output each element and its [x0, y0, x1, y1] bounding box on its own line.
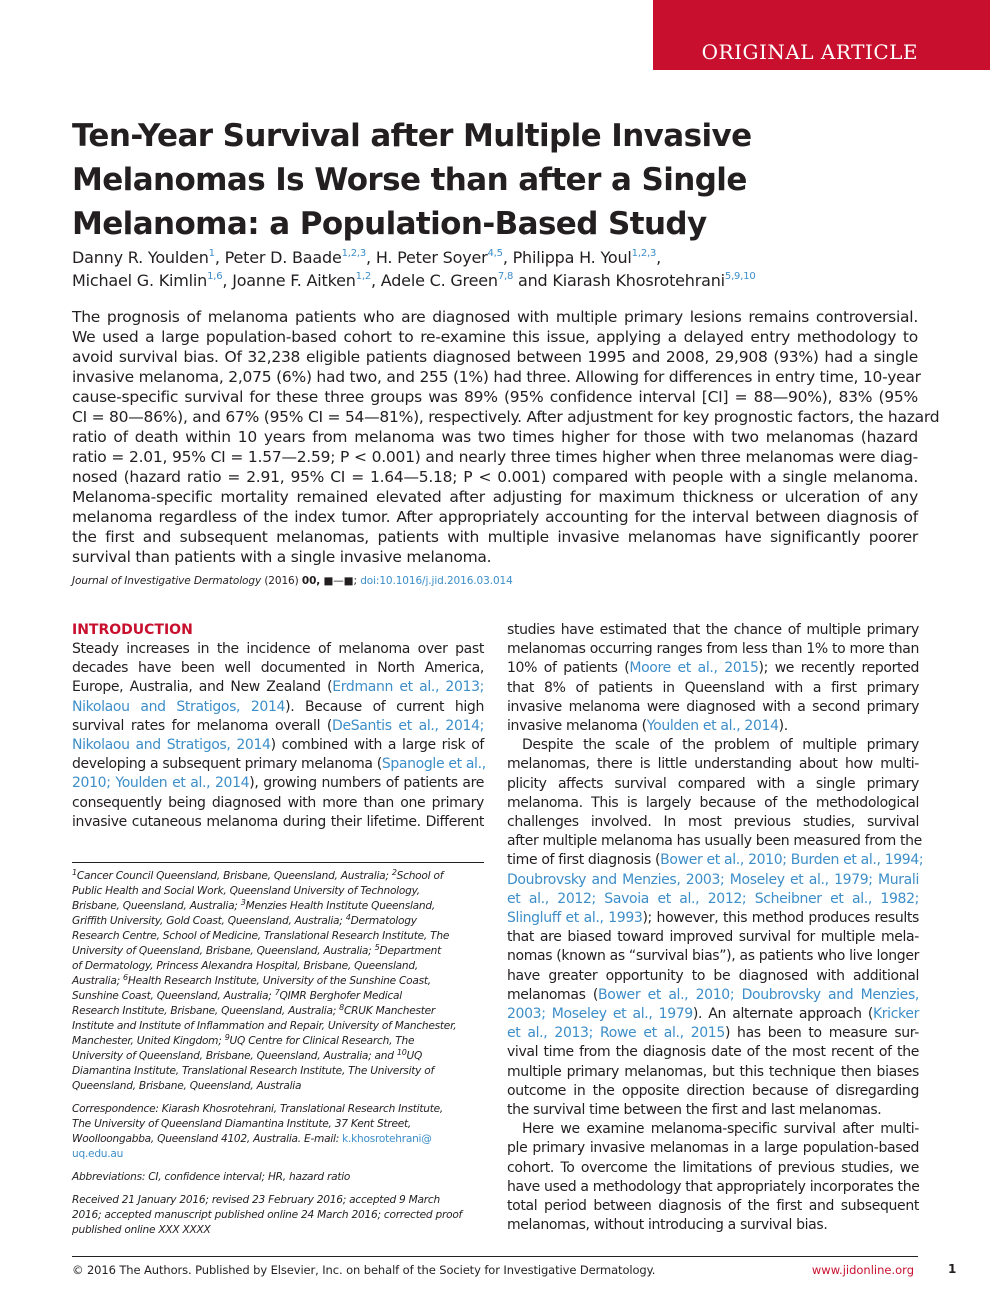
journal-website-link[interactable]: www.jidonline.org	[811, 1263, 914, 1277]
text-run: Despite the scale of the problem of multiple primary	[522, 737, 919, 754]
text-run: ). An alternate approach (	[692, 1006, 873, 1023]
text-run: melanomas occurring ranges from less than 1% to more than	[507, 641, 919, 658]
footnote-line	[72, 1132, 484, 1147]
right-column	[507, 621, 924, 1236]
page-number: 1	[948, 1262, 957, 1276]
footnote-line	[72, 1004, 484, 1019]
reference-link[interactable]: Kricker	[872, 1006, 919, 1023]
text-line	[507, 794, 919, 813]
text-run: Menzies Health Institute Queensland,	[245, 900, 435, 912]
text-run: QIMR Berghofer Medical	[279, 990, 402, 1002]
author	[72, 248, 225, 267]
text-run: cohort. To overcome the limitations of previous studies, we	[507, 1159, 919, 1176]
title-line: Melanoma: a Population-Based Study	[72, 206, 707, 242]
author-affiliation-ref[interactable]: 1,2,3	[341, 248, 367, 259]
text-line	[507, 1120, 919, 1139]
title-line: Melanomas Is Worse than after a Single	[72, 162, 747, 198]
footnote-line	[72, 1208, 484, 1223]
text-line	[507, 659, 919, 678]
journal-name: Journal of Investigative Dermatology	[72, 575, 262, 587]
text-line	[507, 736, 919, 755]
affiliation-number: 10	[396, 1048, 407, 1057]
footnotes	[72, 869, 484, 1238]
citation-pages: ■—■;	[323, 575, 357, 587]
reference-link[interactable]: et al., 2012; Savoia et al., 2012; Scheibner et al., 1982;	[507, 890, 919, 907]
text-run: Dermatology	[350, 915, 417, 927]
author-affiliation-ref[interactable]: 7,8	[497, 271, 514, 282]
abstract-line: cause-specific survival for these three groups was 89% (95% confidence interval [CI] = 88—90%), 83% (95%	[72, 388, 918, 406]
author	[552, 271, 755, 290]
footnote-gap	[72, 1162, 484, 1170]
footnote-line	[72, 1193, 484, 1208]
text-run: ); however, this method produces results	[642, 910, 919, 927]
footnote-line	[72, 944, 484, 959]
copyright-notice: © 2016 The Authors. Published by Elsevier, Inc. on behalf of the Society for Investigative Dermatology.	[72, 1263, 656, 1277]
text-line	[507, 1043, 919, 1062]
footnote-line	[72, 899, 484, 914]
text-run: University of Queensland, Brisbane, Queensland, Australia; and	[72, 1050, 397, 1062]
text-run: survival rates for melanoma overall (	[72, 717, 333, 734]
reference-link[interactable]: et al., 2013; Rowe et al., 2015	[507, 1025, 725, 1042]
text-line	[72, 774, 484, 793]
abstract-line: the first and subsequent melanomas, patients with multiple invasive melanomas have significantly poorer	[72, 528, 918, 546]
reference-link[interactable]: Nikolaou and Stratigos, 2014	[72, 737, 271, 754]
text-run: Institute and Institute of Inflammation and Repair, University of Manchester,	[72, 1020, 457, 1032]
text-run: 10% of patients (	[507, 660, 630, 677]
body-paragraph	[507, 1120, 919, 1235]
affiliation-number: 9	[224, 1033, 230, 1042]
text-run: Sunshine Coast, Queensland, Australia;	[72, 990, 275, 1002]
text-run: Public Health and Social Work, Queensland University of Technology,	[72, 885, 420, 897]
text-line	[507, 851, 924, 870]
abstract-line: CI = 80—86%), and 67% (95% CI = 54—81%), respectively. After adjustment for key prognostic factors, the hazard	[72, 408, 940, 426]
author-name: H. Peter Soyer	[375, 248, 488, 267]
text-line	[507, 717, 919, 736]
author-name: Danny R. Youlden	[72, 248, 209, 267]
text-line	[507, 832, 922, 851]
author	[225, 248, 376, 267]
text-line	[72, 717, 484, 736]
text-line	[72, 755, 484, 774]
text-run: Abbreviations: CI, confidence interval; HR, hazard ratio	[72, 1171, 351, 1183]
text-line	[507, 1005, 919, 1024]
text-run: after multiple melanoma has usually been measured from the	[507, 833, 922, 850]
author	[232, 271, 381, 290]
abstract-line: ratio of death within 10 years from melanoma was two times higher for those with two melanomas (hazard	[72, 428, 918, 446]
text-run: Here we examine melanoma-specific survival after multi-	[522, 1121, 919, 1138]
author-separator: ,	[222, 271, 233, 290]
text-run: the survival time between the first and last melanomas.	[507, 1102, 882, 1119]
text-run: Department	[379, 945, 442, 957]
text-line	[72, 640, 484, 659]
footnote-gap	[72, 1185, 484, 1193]
text-run: published online XXX XXXX	[72, 1224, 211, 1236]
author-affiliation-ref[interactable]: 1,2	[355, 271, 371, 282]
text-line	[507, 813, 919, 832]
text-run: melanoma. This is largely because of the methodological	[507, 794, 919, 811]
email-link[interactable]: k.khosrotehrani@	[342, 1133, 432, 1145]
text-run: invasive cutaneous melanoma during their lifetime. Different	[72, 813, 484, 830]
text-line	[507, 621, 919, 640]
text-line	[507, 679, 919, 698]
abstract-line: ratio = 2.01, 95% CI = 1.57—2.59; P < 0.001) and nearly three times higher when three melanomas were diag-	[72, 448, 918, 466]
footnote-line	[72, 1117, 484, 1132]
footnote-line	[72, 974, 484, 989]
text-run: time of first diagnosis (	[507, 852, 661, 869]
abstract-line: avoid survival bias. Of 32,238 eligible patients diagnosed between 1995 and 2008, 29,908 (93%) had a single	[72, 348, 918, 366]
text-line	[507, 1063, 919, 1082]
text-run: have greater opportunity to be diagnosed with additional	[507, 967, 919, 984]
text-run: total period between diagnosis of the first and subsequent	[507, 1198, 919, 1215]
reference-link[interactable]: Moore et al., 2015	[629, 660, 759, 677]
text-line	[72, 678, 484, 697]
reference-link[interactable]: Doubrovsky and Menzies, 2003; Moseley et al., 1979; Murali	[507, 871, 919, 888]
reference-link[interactable]: Spanogle et al.,	[381, 756, 486, 773]
text-line	[507, 775, 919, 794]
abstract-line: melanoma regardless of the index tumor. After appropriately accounting for the interval between diagnosis of	[72, 508, 918, 526]
text-run: Queensland, Brisbane, Queensland, Australia	[72, 1080, 302, 1092]
footnote-line	[72, 1034, 484, 1049]
text-line	[507, 947, 919, 966]
text-run: Cancer Council Queensland, Brisbane, Queensland, Australia;	[76, 870, 392, 882]
text-line	[507, 1101, 919, 1120]
affiliation-number: 2	[391, 868, 397, 877]
footnote-line	[72, 1064, 484, 1079]
footnote-line	[72, 1049, 484, 1064]
text-run: studies have estimated that the chance of multiple primary	[507, 622, 919, 638]
reference-link[interactable]: Bower et al., 2010; Doubrovsky and Menzies,	[597, 986, 919, 1003]
text-line	[507, 1082, 919, 1101]
text-run: that 8% of patients in Queensland with a first primary	[507, 679, 919, 696]
text-run: have used a methodology that appropriately incorporates the	[507, 1178, 920, 1195]
text-line	[72, 794, 484, 813]
text-run: outcome in the opposite direction because of disregarding	[507, 1082, 919, 1099]
affiliation-number: 6	[123, 973, 128, 982]
text-run: ple primary invasive melanomas in a large population-based	[507, 1140, 919, 1157]
reference-link[interactable]: Slingluff et al., 1993	[507, 910, 643, 927]
affiliation-number: 5	[374, 943, 380, 952]
text-run: Europe, Australia, and New Zealand (	[72, 679, 333, 696]
text-run: vival time from the diagnosis date of the most recent of the	[507, 1044, 919, 1061]
author-affiliation-ref[interactable]: 1,2,3	[631, 248, 657, 259]
text-run: UQ	[406, 1050, 423, 1062]
footnote-line	[72, 1147, 484, 1162]
intro-paragraph	[72, 640, 484, 832]
footnote-line	[72, 1079, 484, 1094]
author-separator: ,	[366, 248, 376, 267]
text-run: ).	[778, 718, 788, 735]
left-column	[72, 621, 484, 832]
text-run: Steady increases in the incidence of melanoma over past	[72, 641, 484, 657]
abstract-line: Melanoma-specific mortality remained elevated after adjusting for maximum thickness or ulceration of any	[72, 488, 918, 506]
author	[72, 271, 232, 290]
text-line	[507, 1216, 919, 1235]
text-run: Received 21 January 2016; revised 23 February 2016; accepted 9 March	[72, 1194, 440, 1206]
text-line	[72, 736, 484, 755]
citation-line	[72, 575, 513, 587]
author-separator: ,	[656, 248, 662, 267]
reference-link[interactable]: 2003; Moseley et al., 1979	[507, 1006, 693, 1023]
article-type-banner	[653, 0, 990, 70]
author-affiliation-ref[interactable]: 1,6	[207, 271, 223, 282]
text-line	[507, 640, 919, 659]
reference-link[interactable]: Erdmann et al., 2013;	[332, 679, 485, 696]
affiliation-number: 1	[72, 868, 77, 877]
text-run: The University of Queensland Diamantina Institute, 37 Kent Street,	[72, 1118, 411, 1130]
abstract-line: nosed (hazard ratio = 2.91, 95% CI = 1.64—5.18; P < 0.001) compared with people with a single melanoma.	[72, 468, 918, 486]
text-run: Health Research Institute, University of the Sunshine Coast,	[127, 975, 431, 987]
text-run: Griffith University, Gold Coast, Queensland, Australia;	[72, 915, 346, 927]
author-name: Kiarash Khosrotehrani	[552, 271, 725, 290]
footer-divider	[72, 1256, 918, 1257]
text-run: melanomas, without introducing a survival bias.	[507, 1217, 828, 1234]
text-line	[507, 1178, 919, 1197]
reference-link[interactable]: Youlden et al., 2014	[646, 718, 779, 735]
text-run: UQ Centre for Clinical Research, The	[229, 1035, 415, 1047]
author-separator: ,	[214, 248, 225, 267]
footnote-line	[72, 1102, 484, 1117]
text-run: Diamantina Institute, Translational Research Institute, The University of	[72, 1065, 435, 1077]
text-run: Correspondence: Kiarash Khosrotehrani, Translational Research Institute,	[72, 1103, 444, 1115]
author	[381, 271, 513, 290]
text-run: ). Because of current high	[285, 698, 484, 715]
footnote-line	[72, 929, 484, 944]
abstract-line: We used a large population-based cohort to re-examine this issue, applying a delayed entry methodology to	[72, 328, 918, 346]
citation-year: (2016)	[264, 575, 299, 587]
text-run: Manchester, United Kingdom;	[72, 1035, 225, 1047]
author-name: Philippa H. Youl	[512, 248, 632, 267]
footnote-line	[72, 989, 484, 1004]
footnote-line	[72, 1170, 484, 1185]
author-affiliation-ref[interactable]: 1	[208, 248, 215, 259]
text-line	[507, 1159, 919, 1178]
citation-volume: 00,	[301, 575, 321, 587]
author-joiner: and	[513, 271, 553, 290]
author-name: Michael G. Kimlin	[72, 271, 208, 290]
footnote-line	[72, 1019, 484, 1034]
text-run: melanomas, there is little understanding about how multi-	[507, 756, 919, 773]
text-run: Research Institute, Brisbane, Queensland, Australia;	[72, 1005, 340, 1017]
text-line	[72, 659, 484, 678]
text-run: Brisbane, Queensland, Australia;	[72, 900, 241, 912]
doi-link[interactable]: doi:10.1016/j.jid.2016.03.014	[360, 575, 513, 587]
reference-link[interactable]: Nikolaou and Stratigos, 2014	[72, 698, 286, 715]
footnote-gap	[72, 1094, 484, 1102]
text-line	[72, 698, 484, 717]
text-line	[507, 890, 919, 909]
body-paragraph	[507, 736, 924, 1120]
text-run: ) combined with a large risk of	[270, 737, 484, 754]
text-run: Research Centre, School of Medicine, Translational Research Institute, The	[72, 930, 450, 942]
footnote-line	[72, 914, 484, 929]
text-run: invasive melanoma (	[507, 718, 647, 735]
text-run: Woolloongabba, Queensland 4102, Australia. E-mail:	[72, 1133, 343, 1145]
author-name: Adele C. Green	[380, 271, 498, 290]
article-title	[72, 114, 772, 246]
text-run: Australia;	[72, 975, 124, 987]
title-line: Ten-Year Survival after Multiple Invasive	[72, 118, 752, 154]
text-run: that are biased toward improved survival for multiple mela-	[507, 929, 919, 946]
affiliation-number: 7	[274, 988, 280, 997]
text-line	[507, 1197, 919, 1216]
author-separator: ,	[370, 271, 381, 290]
affiliation-number: 8	[339, 1003, 344, 1012]
text-run: developing a subsequent primary melanoma (	[72, 756, 382, 773]
text-run: School of	[396, 870, 444, 882]
email-link[interactable]: uq.edu.au	[72, 1148, 124, 1160]
abstract-line: invasive melanoma, 2,075 (6%) had two, and 255 (1%) had three. Allowing for differences in entry time, 10-year	[72, 368, 921, 386]
text-run: invasive melanoma were diagnosed with a second primary	[507, 698, 919, 715]
author-affiliation-ref[interactable]: 5,9,10	[724, 271, 756, 282]
author-separator: ,	[502, 248, 513, 267]
reference-link[interactable]: DeSantis et al., 2014;	[332, 717, 484, 734]
footnote-line	[72, 959, 484, 974]
text-run: decades have been well documented in North America,	[72, 660, 484, 677]
text-run: consequently being diagnosed with more than one primary	[72, 794, 484, 811]
affiliation-number: 3	[240, 898, 246, 907]
text-run: plicity affects survival compared with a single primary	[507, 775, 919, 792]
footnote-line	[72, 869, 484, 884]
text-line	[507, 928, 919, 947]
text-line	[507, 871, 919, 890]
author	[376, 248, 513, 267]
text-run: ) has been to measure sur-	[724, 1025, 919, 1042]
text-run: University of Queensland, Brisbane, Queensland, Australia;	[72, 945, 375, 957]
section-heading-introduction: INTRODUCTION	[72, 622, 193, 638]
text-run: ), growing numbers of patients are	[249, 775, 484, 792]
abstract-line: survival than patients with a single invasive melanoma.	[72, 548, 492, 566]
text-line	[507, 1024, 919, 1043]
text-run: melanomas (	[507, 986, 598, 1003]
text-line	[507, 986, 919, 1005]
author	[513, 248, 661, 267]
text-run: nomas (known as “survival bias”), as patients who live longer	[507, 948, 919, 965]
abstract	[72, 307, 940, 567]
affiliation-number: 4	[345, 913, 351, 922]
text-run: CRUK Manchester	[344, 1005, 436, 1017]
text-line	[72, 813, 484, 832]
footnote-line	[72, 1223, 484, 1238]
author-name: Peter D. Baade	[224, 248, 342, 267]
abstract-line: The prognosis of melanoma patients who are diagnosed with multiple primary lesions remains controversial.	[72, 308, 918, 326]
text-run: multiple primary melanomas, but this technique then biases	[507, 1063, 919, 1080]
text-line	[507, 967, 919, 986]
text-line	[507, 909, 919, 928]
text-line	[507, 755, 919, 774]
text-line	[507, 698, 919, 717]
text-run: ); we recently reported	[758, 660, 919, 677]
article-type-label: ORIGINAL ARTICLE	[701, 40, 918, 64]
reference-link[interactable]: 2010; Youlden et al., 2014	[72, 775, 250, 792]
reference-link[interactable]: Bower et al., 2010; Burden et al., 1994;	[660, 852, 924, 869]
text-run: of Dermatology, Princess Alexandra Hospital, Brisbane, Queensland,	[72, 960, 418, 972]
footnote-line	[72, 884, 484, 899]
text-line	[507, 1139, 919, 1158]
author-name: Joanne F. Aitken	[232, 271, 356, 290]
author-affiliation-ref[interactable]: 4,5	[487, 248, 503, 259]
author-list	[72, 246, 932, 292]
text-run: challenges involved. In most previous studies, survival	[507, 814, 919, 831]
body-paragraph	[507, 621, 919, 736]
footnote-divider	[72, 862, 484, 863]
text-run: 2016; accepted manuscript published online 24 March 2016; corrected proof	[72, 1209, 463, 1221]
